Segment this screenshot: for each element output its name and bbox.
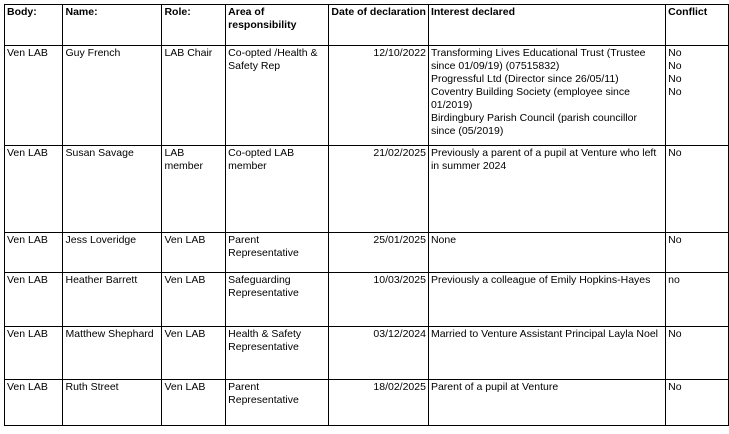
cell-interest [428,273,665,327]
cell-date: 03/12/2024 [329,327,429,380]
cell-name: Ruth Street [63,380,162,426]
interest-item: Transforming Lives Educational Trust (Trustee since 01/09/19) (07515832) [430,47,646,72]
header-interest: Interest declared [428,5,665,46]
declarations-table [4,4,729,426]
cell-role: LAB Chair [162,46,226,146]
cell-role: Ven LAB [162,380,226,426]
cell-area: Parent Representative [226,233,329,273]
cell-area: Safeguarding Representative [226,273,329,327]
table-row [5,146,729,233]
cell-body: Ven LAB [5,146,63,233]
conflict-value: No [668,86,682,98]
table-row [5,327,729,380]
cell-interest [428,327,665,380]
declarations-table-container [4,4,729,426]
cell-body: Ven LAB [5,380,63,426]
interest-item: Birdingbury Parish Council (parish councillor since (05/2019) [430,112,637,137]
interest-item: Married to Venture Assistant Principal Layla Noel [430,328,658,340]
cell-interest [428,380,665,426]
cell-name: Guy French [63,46,162,146]
cell-interest [428,146,665,233]
header-body: Body: [5,5,63,46]
cell-conflict [666,273,729,327]
interest-item: None [430,234,457,246]
interest-item: Progressful Ltd (Director since 26/05/11) [430,73,619,85]
cell-role: LAB member [162,146,226,233]
interest-item: Parent of a pupil at Venture [430,381,559,393]
cell-interest [428,233,665,273]
cell-name: Matthew Shephard [63,327,162,380]
cell-conflict [666,146,729,233]
cell-body: Ven LAB [5,233,63,273]
table-row [5,46,729,146]
cell-date: 21/02/2025 [329,146,429,233]
cell-body: Ven LAB [5,327,63,380]
table-row [5,233,729,273]
cell-role: Ven LAB [162,327,226,380]
cell-area: Co-opted /Health & Safety Rep [226,46,329,146]
cell-conflict [666,327,729,380]
header-name: Name: [63,5,162,46]
table-row [5,380,729,426]
cell-interest [428,46,665,146]
cell-date: 25/01/2025 [329,233,429,273]
table-body [5,46,729,426]
interest-item: Coventry Building Society (employee since 01/2019) [430,86,630,111]
conflict-value: No [668,381,682,393]
conflict-value: No [668,60,682,72]
cell-date: 12/10/2022 [329,46,429,146]
conflict-value: No [668,47,682,59]
cell-role: Ven LAB [162,273,226,327]
cell-conflict [666,233,729,273]
conflict-value: No [668,73,682,85]
conflict-value: no [668,274,680,286]
cell-name: Susan Savage [63,146,162,233]
interest-item: Previously a colleague of Emily Hopkins-Hayes [430,274,651,286]
cell-name: Jess Loveridge [63,233,162,273]
cell-body: Ven LAB [5,273,63,327]
cell-role: Ven LAB [162,233,226,273]
cell-area: Health & Safety Representative [226,327,329,380]
cell-conflict [666,380,729,426]
header-conflict: Conflict [666,5,729,46]
cell-body: Ven LAB [5,46,63,146]
header-role: Role: [162,5,226,46]
cell-name: Heather Barrett [63,273,162,327]
header-date: Date of declaration [329,5,429,46]
cell-date: 18/02/2025 [329,380,429,426]
cell-date: 10/03/2025 [329,273,429,327]
conflict-value: No [668,328,682,340]
conflict-value: No [668,147,682,159]
conflict-value: No [668,234,682,246]
table-row [5,273,729,327]
interest-item: Previously a parent of a pupil at Venture who left in summer 2024 [430,147,657,172]
cell-area: Parent Representative [226,380,329,426]
cell-area: Co-opted LAB member [226,146,329,233]
cell-conflict [666,46,729,146]
header-area: Area of responsibility [226,5,329,46]
header-row [5,5,729,46]
